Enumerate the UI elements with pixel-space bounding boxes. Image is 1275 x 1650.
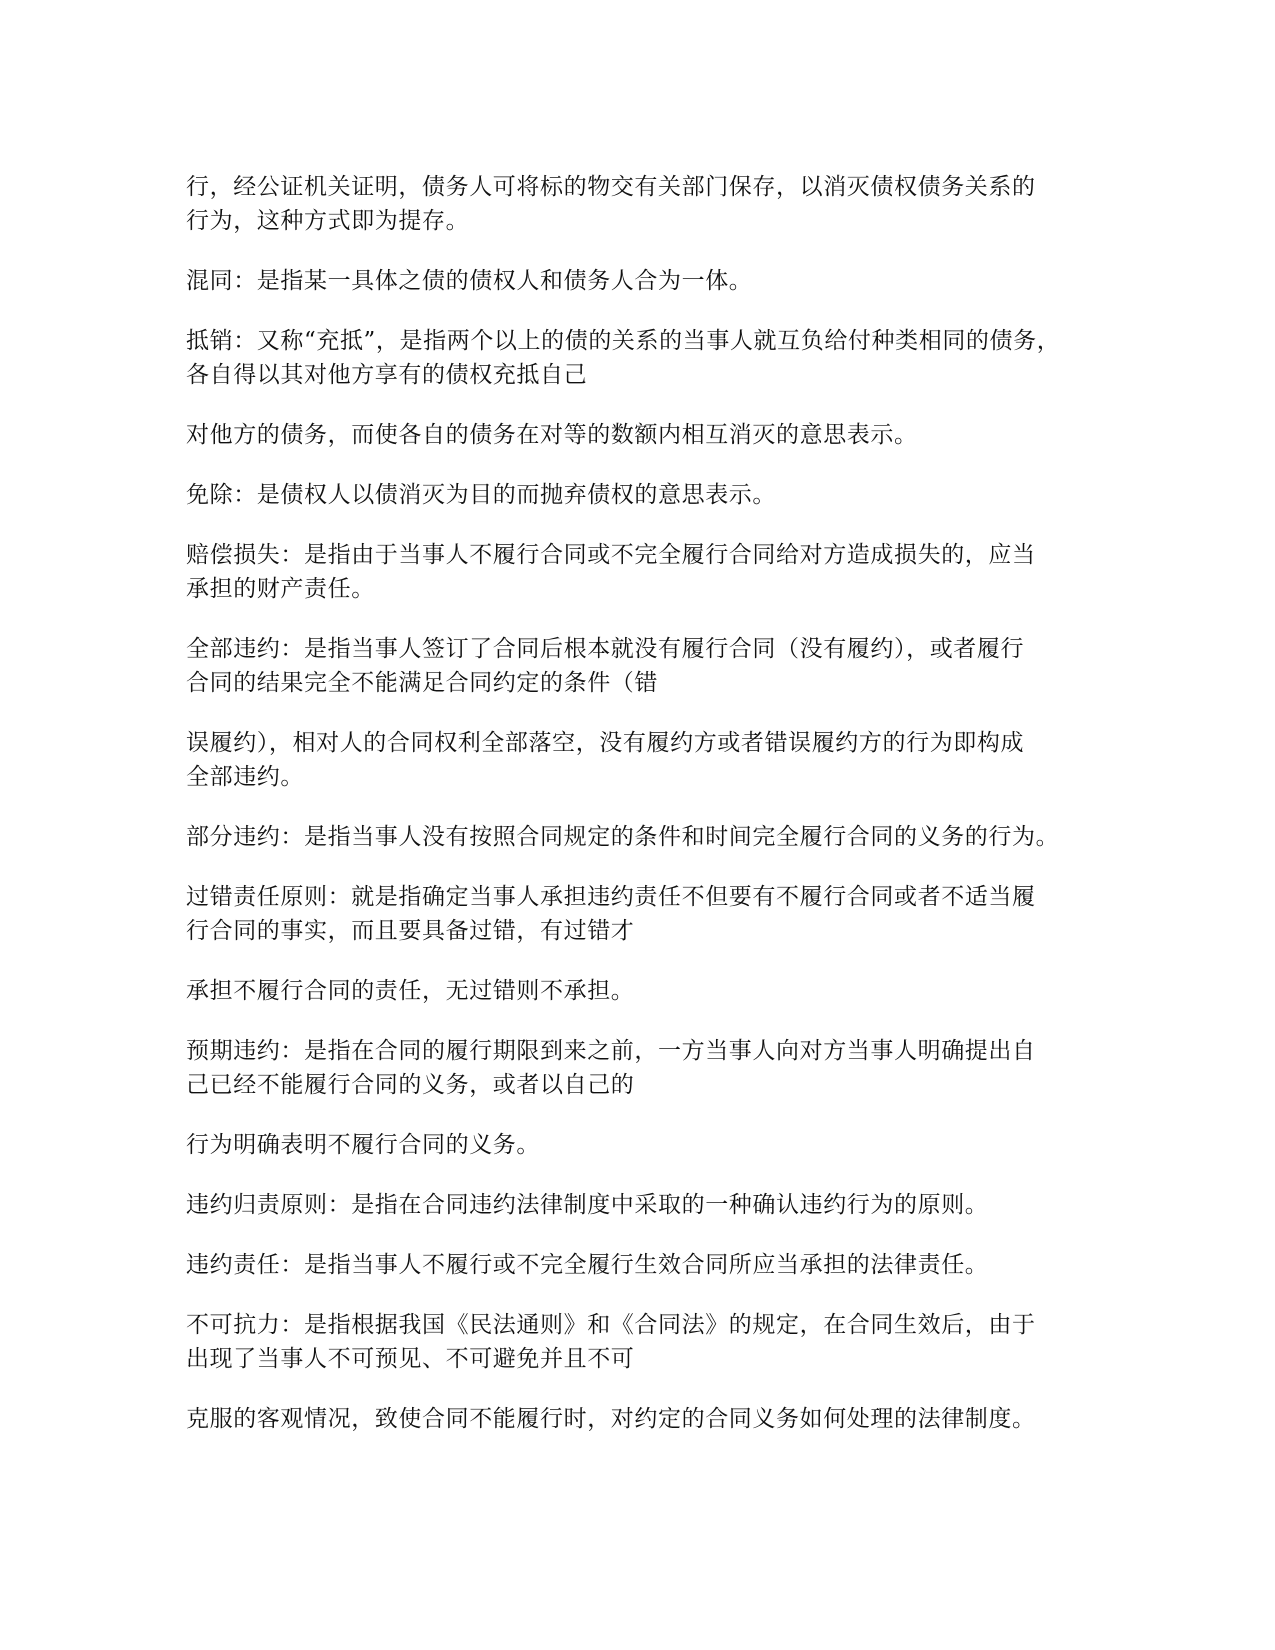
paragraph-bukekangli-continued (186, 1402, 1086, 1436)
paragraph-weiyue-guize (186, 1188, 1086, 1222)
paragraph-line: 违约责任：是指当事人不履行或不完全履行生效合同所应当承担的法律责任。 (186, 1252, 989, 1278)
paragraph-bukekangli (186, 1308, 1086, 1376)
paragraph-weiyue-zeren (186, 1248, 1086, 1282)
paragraph-line: 违约归责原则：是指在合同违约法律制度中采取的一种确认违约行为的原则。 (186, 1192, 989, 1218)
paragraph-line: 行合同的事实，而且要具备过错，有过错才 (186, 918, 635, 944)
paragraph-dixiao-continued (186, 418, 1086, 452)
paragraph-dixiao (186, 324, 1086, 392)
paragraph-tiecun-continued (186, 170, 1086, 238)
paragraph-mianchu (186, 478, 1086, 512)
paragraph-line: 过错责任原则：就是指确定当事人承担违约责任不但要有不履行合同或者不适当履 (186, 884, 1036, 910)
paragraph-line: 行为明确表明不履行合同的义务。 (186, 1132, 540, 1158)
paragraph-quanbu-weiyue (186, 632, 1086, 700)
paragraph-line: 对他方的债务，而使各自的债务在对等的数额内相互消灭的意思表示。 (186, 422, 918, 448)
paragraph-yuqi-weiyue-continued (186, 1128, 1086, 1162)
paragraph-line: 出现了当事人不可预见、不可避免并且不可 (186, 1346, 635, 1372)
paragraph-yuqi-weiyue (186, 1034, 1086, 1102)
paragraph-line: 合同的结果完全不能满足合同约定的条件（错 (186, 670, 658, 696)
paragraph-line: 全部违约：是指当事人签订了合同后根本就没有履行合同（没有履约），或者履行 (186, 636, 1025, 662)
paragraph-peichang-sunshi (186, 538, 1086, 606)
paragraph-line: 混同：是指某一具体之债的债权人和债务人合为一体。 (186, 268, 753, 294)
paragraph-quanbu-weiyue-continued (186, 726, 1086, 794)
paragraph-line: 承担的财产责任。 (186, 576, 375, 602)
paragraph-line: 部分违约：是指当事人没有按照合同规定的条件和时间完全履行合同的义务的行为。 (186, 824, 1060, 850)
paragraph-huntong (186, 264, 1086, 298)
paragraph-line: 赔偿损失：是指由于当事人不履行合同或不完全履行合同给对方造成损失的，应当 (186, 542, 1036, 568)
document-body (186, 170, 1086, 1462)
paragraph-line: 不可抗力：是指根据我国《民法通则》和《合同法》的规定，在合同生效后，由于 (186, 1312, 1036, 1338)
paragraph-line: 克服的客观情况，致使合同不能履行时，对约定的合同义务如何处理的法律制度。 (186, 1406, 1036, 1432)
paragraph-line: 各自得以其对他方享有的债权充抵自己 (186, 362, 588, 388)
paragraph-line: 误履约），相对人的合同权利全部落空，没有履约方或者错误履约方的行为即构成 (186, 730, 1025, 756)
paragraph-bufen-weiyue (186, 820, 1086, 854)
paragraph-line: 己已经不能履行合同的义务，或者以自己的 (186, 1072, 635, 1098)
paragraph-line: 免除：是债权人以债消灭为目的而抛弃债权的意思表示。 (186, 482, 776, 508)
paragraph-guocuo-zeren (186, 880, 1086, 948)
paragraph-line: 承担不履行合同的责任，无过错则不承担。 (186, 978, 635, 1004)
paragraph-line: 行，经公证机关证明，债务人可将标的物交有关部门保存，以消灭债权债务关系的 (186, 174, 1036, 200)
paragraph-line: 抵销：又称“充抵”，是指两个以上的债的关系的当事人就互负给付种类相同的债务， (186, 328, 1061, 354)
paragraph-guocuo-zeren-continued (186, 974, 1086, 1008)
paragraph-line: 行为，这种方式即为提存。 (186, 208, 470, 234)
paragraph-line: 全部违约。 (186, 764, 304, 790)
paragraph-line: 预期违约：是指在合同的履行期限到来之前，一方当事人向对方当事人明确提出自 (186, 1038, 1036, 1064)
